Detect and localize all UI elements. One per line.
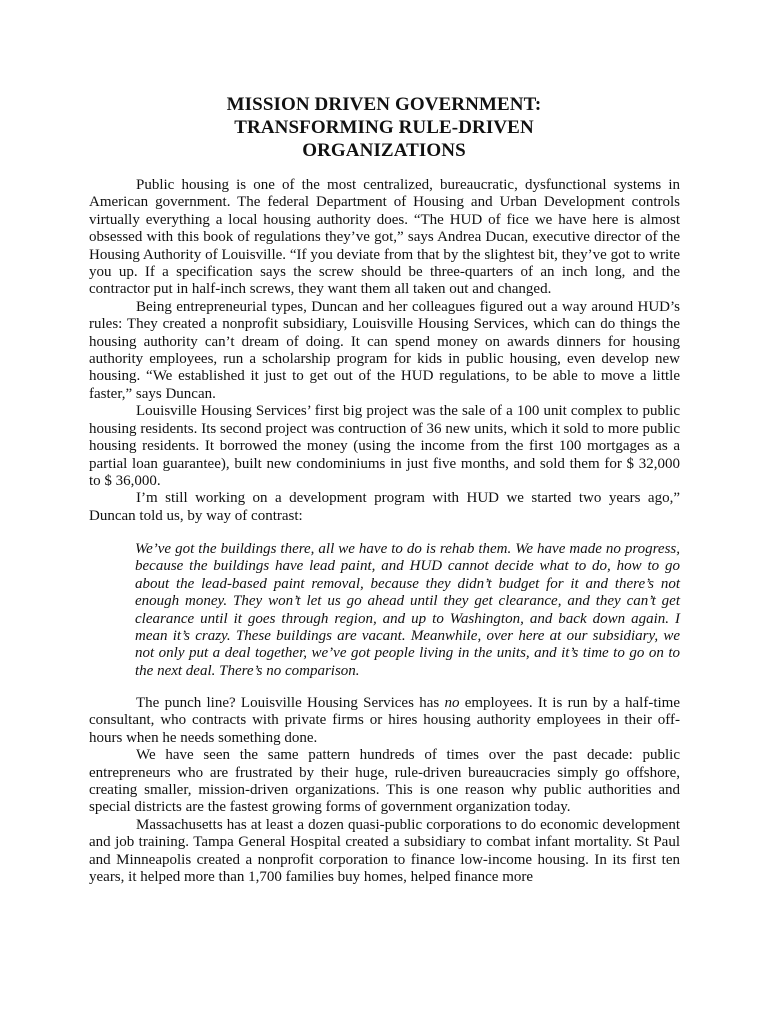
block-quote: We’ve got the buildings there, all we have to do is rehab them. We have made no progress, because the buildings have lead paint, and HUD cannot decide what to do, how to go about the lead-based paint removal, because they didn’t budget for it and there’s not enough money. They won’t let us go ahead until they get clearance, and they can’t get clearance until it goes through region, and up to Washington, and back down again. I mean it’s crazy. These buildings are vacant. Meanwhile, over here at our subsidiary, we not only put a deal together, we’ve got people living in the units, and it’s time to go on to the next deal. There’s no comparison. [135, 541, 680, 679]
document-title-line-1: MISSION DRIVEN GOVERNMENT: [226, 94, 542, 115]
paragraph: Public housing is one of the most centralized, bureaucratic, dysfunctional systems in American government. The federal Department of Housing and Urban Development controls virtually everything a local housing authority does. “The HUD of fice we have here is almost obsessed with this book of regulations they’ve got,” says Andrea Ducan, executive director of the Housing Authority of Louisville. “If you deviate from that by the slightest bit, they’ve got to write you up. If a specification says the screw should be three-quarters of an inch long, and the contractor put in half-inch screws, they want them all taken out and changed. [89, 177, 680, 298]
document-body-top [89, 177, 680, 525]
paragraph: Massachusetts has at least a dozen quasi-public corporations to do economic development and job training. Tampa General Hospital created a subsidiary to combat infant mortality. St Paul and Minneapolis created a nonprofit corporation to finance low-income housing. In its first ten years, it helped more than 1,700 families buy homes, helped finance more [89, 816, 680, 886]
document-body-bottom [89, 695, 680, 886]
document-blockquote-section [89, 541, 680, 680]
paragraph: Louisville Housing Services’ first big project was the sale of a 100 unit complex to public housing residents. Its second project was contruction of 36 new units, which it sold to more public housing residents. It borrowed the money (using the income from the first 100 mortgages as a partial loan guarantee), built new condominiums in just five months, and sold them for $ 32,000 to $ 36,000. [89, 403, 680, 489]
punch-line-emphasis: no [444, 695, 460, 711]
paragraph: Being entrepreneurial types, Duncan and her colleagues figured out a way around HUD’s rules: They created a nonprofit subsidiary, Louisville Housing Services, which can do things the housing authority can’t dream of doing. It can spend money on awards dinners for housing authority employees, run a scholarship program for kids in public housing, even develop new housing. “We established it just to get out of the HUD regulations, to be able to move a little faster,” says Duncan. [89, 298, 680, 402]
punch-line-text: The punch line? Louisville Housing Services has [136, 695, 445, 711]
punch-line-text-rest: employees. It is run by a half-time consultant, who contracts with private firms or hires housing authority employees in their off-hours when he needs something done. [89, 695, 680, 746]
document-title-line-3: ORGANIZATIONS [302, 140, 466, 161]
paragraph-punch-line [89, 695, 680, 747]
document-title-line-2: TRANSFORMING RULE-DRIVEN [234, 117, 534, 138]
paragraph: We have seen the same pattern hundreds of times over the past decade: public entrepreneurs who are frustrated by their huge, rule-driven bureaucracies simply go offshore, creating smaller, mission-driven organizations. This is one reason why public authorities and special districts are the fastest growing forms of government organization today. [89, 747, 680, 816]
paragraph: I’m still working on a development program with HUD we started two years ago,” Duncan told us, by way of contrast: [89, 490, 680, 524]
